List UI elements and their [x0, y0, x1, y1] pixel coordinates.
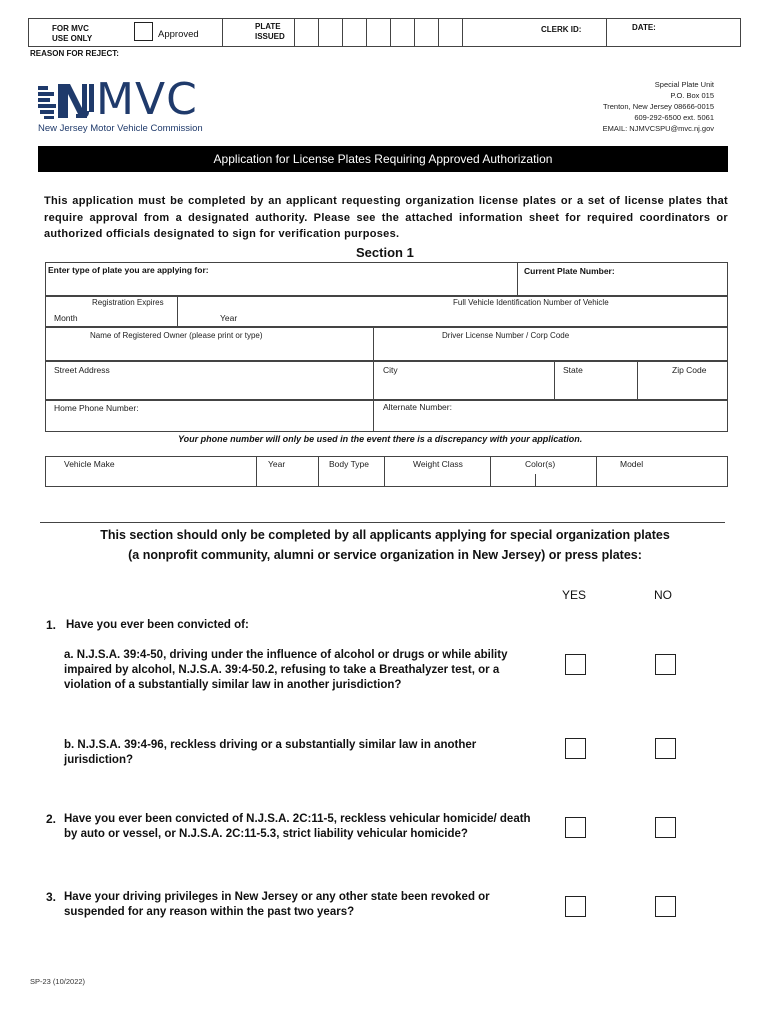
approved-label: Approved: [158, 29, 199, 40]
plate-cell-divider: [438, 18, 439, 47]
plate-cell-divider: [414, 18, 415, 47]
question-2-no-checkbox[interactable]: [655, 817, 676, 838]
plate-cell-divider: [366, 18, 367, 47]
vehicle-col-tick: [535, 474, 536, 487]
title-bar: [38, 146, 728, 172]
question-1b-yes-checkbox[interactable]: [565, 738, 586, 759]
current-plate-label: Current Plate Number:: [524, 266, 615, 276]
alternate-number-label: Alternate Number:: [383, 402, 452, 412]
plate-cell-divider: [342, 18, 343, 47]
vin-label: Full Vehicle Identification Number of Vehicle: [453, 298, 609, 307]
vehicle-col-divider: [318, 456, 319, 487]
address-po-box: P.O. Box 015: [670, 91, 714, 100]
registration-expires-label: Registration Expires: [92, 298, 164, 307]
plate-cell-divider: [390, 18, 391, 47]
vehicle-col-divider: [256, 456, 257, 487]
question-1b-text: b. N.J.S.A. 39:4-96, reckless driving or a substantially similar law in another jurisdiction?: [64, 739, 477, 766]
yes-header: YES: [562, 588, 587, 602]
form-code-footer: SP-23 (10/2022): [30, 977, 86, 986]
mvc-use-only-label: FOR MVC USE ONLY: [52, 24, 93, 43]
question-3-text: Have your driving privileges in New Jersey or any other state been revoked or suspended for any reason within the past two years?: [64, 891, 490, 918]
body-type-label[interactable]: Body Type: [329, 459, 370, 469]
no-header: NO: [654, 588, 672, 602]
question-3-yes-checkbox[interactable]: [565, 896, 586, 917]
weight-class-label[interactable]: Weight Class: [413, 459, 463, 469]
address-email[interactable]: EMAIL: NJMVCSPU@mvc.nj.gov: [602, 124, 714, 133]
reason-for-reject-label: REASON FOR REJECT:: [30, 49, 119, 58]
section2-divider: [40, 522, 725, 523]
plate-type-label: Enter type of plate you are applying for:: [48, 265, 209, 275]
colors-label[interactable]: Color(s): [525, 459, 556, 469]
vehicle-make-label[interactable]: Vehicle Make: [64, 459, 115, 469]
model-label[interactable]: Model: [620, 459, 644, 469]
question-1a-text: a. N.J.S.A. 39:4-50, driving under the influence of alcohol or drugs or while ability impaired by alcohol, N.J.S.A. 39:4-50.2, refusing to take a Breathalyzer test, or a violation of a substantially similar law in another jurisdiction?: [64, 649, 508, 691]
vehicle-col-divider: [490, 456, 491, 487]
plate-cell-divider: [318, 18, 319, 47]
question-2-yes-checkbox[interactable]: [565, 817, 586, 838]
strip-divider: [222, 18, 223, 47]
approved-checkbox[interactable]: [134, 22, 153, 41]
page-title: Application for License Plates Requiring Approved Authorization: [213, 152, 553, 166]
phone-note: Your phone number will only be used in the event there is a discrepancy with your application.: [178, 434, 583, 444]
question-1-text: Have you ever been convicted of:: [66, 619, 249, 631]
question-1-number: 1.: [46, 618, 57, 632]
strip-divider: [606, 18, 607, 47]
plate-issued-label: PLATE ISSUED: [255, 22, 285, 41]
vehicle-col-divider: [596, 456, 597, 487]
owner-name-label: Name of Registered Owner (please print or type): [90, 331, 263, 340]
home-phone-label: Home Phone Number:: [54, 403, 139, 413]
vehicle-year-label[interactable]: Year: [268, 459, 286, 469]
zip-code-label: Zip Code: [672, 365, 707, 375]
state-label: State: [563, 365, 583, 375]
question-1b-no-checkbox[interactable]: [655, 738, 676, 759]
section1-heading: Section 1: [356, 245, 414, 260]
address-phone: 609-292-6500 ext. 5061: [634, 113, 714, 122]
logo-mvc-text: MVC: [96, 74, 198, 125]
address-city: Trenton, New Jersey 08666-0015: [602, 102, 714, 111]
section2-heading-1: This section should only be completed by all applicants applying for special organization plates: [100, 528, 670, 542]
city-field[interactable]: [373, 361, 555, 400]
driver-license-label: Driver License Number / Corp Code: [442, 331, 570, 340]
city-label: City: [383, 365, 398, 375]
year-label: Year: [220, 313, 238, 323]
question-3-number: 3.: [46, 890, 57, 904]
question-2-text: Have you ever been convicted of N.J.S.A. 2C:11-5, reckless vehicular homicide/ death by auto or vessel, or N.J.S.A. 2C:11-5.3, strict liability vehicular homicide?: [64, 813, 531, 840]
question-3-no-checkbox[interactable]: [655, 896, 676, 917]
address-unit: Special Plate Unit: [654, 80, 714, 89]
intro-paragraph: This application must be completed by an applicant requesting organization license plates or a set of license plates that require approval from a designated authority. Please see the attached information sheet for required coordinators or authorized officials designated to sign for verification purposes.: [44, 195, 728, 240]
address-block: [603, 79, 714, 134]
month-label: Month: [54, 313, 78, 323]
street-address-label: Street Address: [54, 365, 110, 375]
plate-cell-divider: [294, 18, 295, 47]
question-1a-no-checkbox[interactable]: [655, 654, 676, 675]
vehicle-col-divider: [384, 456, 385, 487]
question-1a-yes-checkbox[interactable]: [565, 654, 586, 675]
clerk-id-label: CLERK ID:: [541, 25, 582, 34]
plate-cell-divider: [462, 18, 463, 47]
date-label: DATE:: [632, 23, 656, 32]
question-2-number: 2.: [46, 812, 57, 826]
section2-heading-2: (a nonprofit community, alumni or service organization in New Jersey) or press plates:: [128, 548, 642, 562]
logo-tagline: New Jersey Motor Vehicle Commission: [38, 123, 203, 134]
